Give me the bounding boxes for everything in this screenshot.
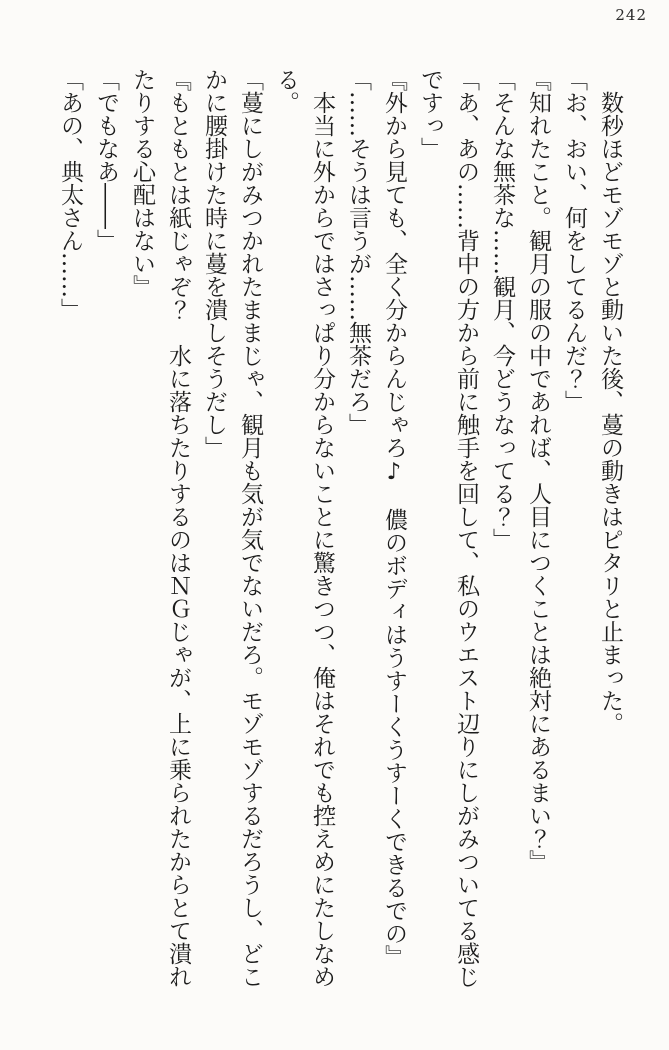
paragraph-dialogue: 『知れたこと。観月の服の中であれば、人目につくことは絶対にあるまい？』 (525, 68, 551, 873)
paragraph-dialogue: 「そんな無茶な……観月、今どうなってる？」 (489, 68, 515, 551)
paragraph-dialogue: 「でもなあ――」 (93, 68, 119, 252)
paragraph-narrative: 数秒ほどモゾモゾと動いた後、蔓の動きはピタリと止まった。 (597, 91, 623, 735)
paragraph-dialogue: 『もともとは紙じゃぞ？ 水に落ちたりするのはＮＧじゃが、上に乗られたからとて潰れたりする心配はない』 (129, 68, 191, 988)
paragraph-dialogue: 「あの、典太さん……」 (57, 68, 83, 321)
paragraph-narrative: 本当に外からではさっぱり分からないことに驚きつつ、俺はそれでも控えめにたしなめる。 (273, 68, 335, 988)
paragraph-dialogue: 『外から見ても、全く分からんじゃろ♪ 儂のボディはうすーくうすーくできるでの』 (381, 68, 407, 968)
paragraph-dialogue: 「あ、あの……背中の方から前に触手を回して、私のウエスト辺りにしがみついてる感じですっ」 (417, 68, 479, 988)
paragraph-dialogue: 「蔓にしがみつかれたままじゃ、観月も気が気でないだろ。モゾモゾするだろうし、どこかに腰掛けた時に蔓を潰しそうだし」 (201, 68, 263, 988)
text-area (52, 68, 628, 990)
paragraph-dialogue: 「……そうは言うが……無茶だろ」 (345, 68, 371, 436)
page-number: 242 (615, 6, 647, 24)
paragraph-dialogue: 「お、おい、何をしてるんだ？」 (561, 68, 587, 413)
